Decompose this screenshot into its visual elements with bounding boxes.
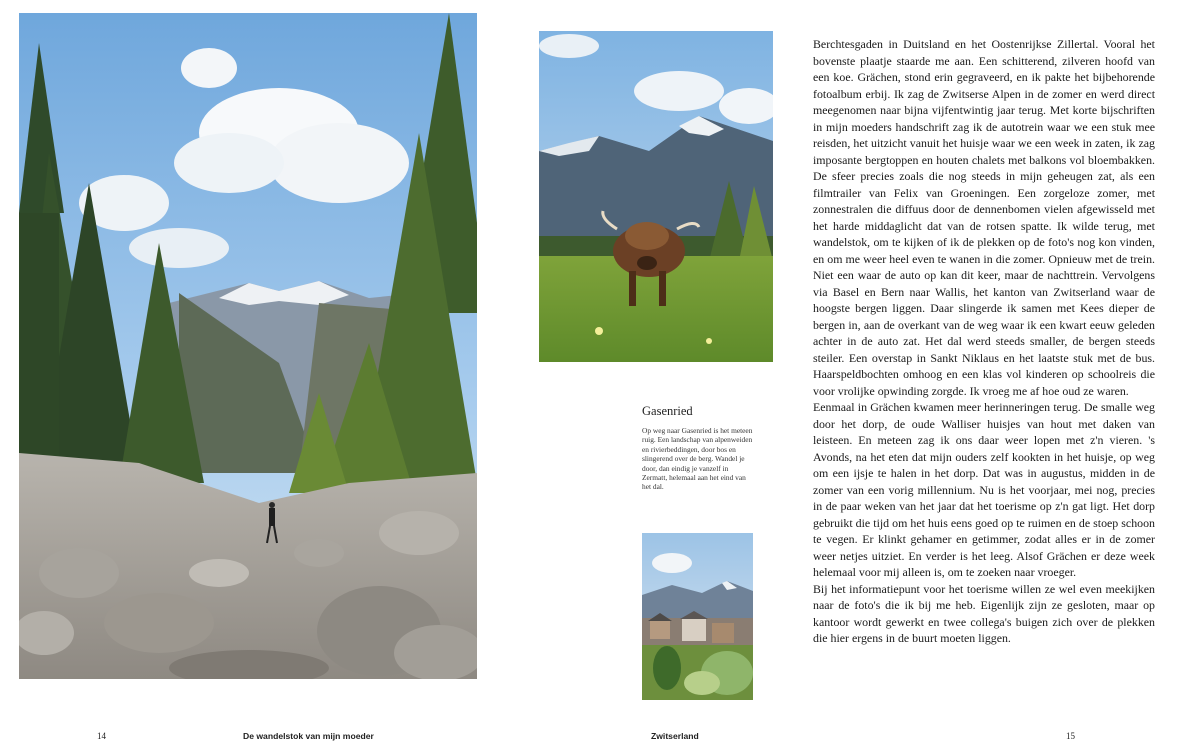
page-number-right: 15 [1066, 731, 1075, 741]
chapter-title: Zwitserland [651, 731, 699, 741]
caption-text: Op weg naar Gasenried is het meteen ruig. Een landschap van alpenweiden en rivierbeddingen, door bos en slingerend over de berg. Wandel je door, dan eindig je vanzelf in Zermatt, helemaal aan het eind van het dal. [642, 426, 753, 492]
page-number-left: 14 [97, 731, 106, 741]
paragraph: Eenmaal in Grächen kwamen meer herinneringen terug. De smalle weg door het dorp, de oude Walliser huisjes van hout met daken van leisteen. En meteen zag ik ons daar weer lopen met z'n vieren. 's Avonds, na het eten dat mijn ouders zelf kookten in het huisje, op weg om een ijsje te halen in het dorp. Dat was in augustus, midden in de zomer van een vorig millennium. Nu is het voorjaar, mei nog, precies in de paar weken van het jaar dat het toerisme op z'n gat ligt. Het dorp gebruikt die tijd om het huis eens goed op te ruimen en de stoep schoon te vegen. Er klinkt gehamer en getimmer, zodat alles er in de zomer weer netjes uitziet. En verder is het leeg. Alsof Grächen er deze week helemaal voor mij alleen is, om te zoeken naar vroeger. [813, 400, 1155, 579]
caption-title: Gasenried [642, 404, 693, 418]
highland-cow-photo [539, 31, 773, 362]
village-photo [642, 533, 753, 700]
body-text [813, 36, 1155, 647]
paragraph: Bij het informatiepunt voor het toerisme willen ze wel even meekijken naar de foto's die ik bij me heb. Eigenlijk zijn ze gesloten, maar op kantoor wordt gewerkt en twee collega's buigen zich over de plekken die hier ergens in de buurt moeten liggen. [813, 581, 1155, 645]
paragraph: Berchtesgaden in Duitsland en het Oostenrijkse Zillertal. Vooral het bovenste plaatje staarde me aan. Een schitterend, zilveren hoofd van een koe. Grächen, stond erin gegraveerd, en ik pakte het bijbehorende fotoalbum erbij. Ik zag de Zwitserse Alpen in de zomer en werd direct meegenomen naar bijna vijfentwintig jaar terug. Met korte bijschriften in mijn moeders handschrift zag ik de autotrein waar we een stuk mee reisden, het uitzicht vanuit het huisje waar we een week in zaten, ik zag imposante bergtoppen en houten chalets met balkons vol bloembakken. De sfeer precies zoals die nog steeds in mijn geheugen zat, als een filmtrailer van Felix van Groeningen. Een zorgeloze zomer, met zonnestralen die diffuus door de dennenbomen vielen afgewisseld met het harde middaglicht dat van de rotsen spatte. Ik wilde terug, met wandelstok, om te kijken of ik de plekken op de foto's nog kon vinden, en om me weer heel even te wanen in die zomer. Opnieuw met de trein. Niet een waar de auto op kan dit keer, maar de nachttrein. Vervolgens via Basel en Bern naar Wallis, het kanton van Zwitserland waar de hoogste bergen liggen. Daar slingerde ik samen met Kees dieper de bergen in, aan de overkant van de weg waar ik een kwart eeuw geleden achter in de auto zat. Het dal werd steeds smaller, de bergen steeds steiler. Een overstap in Sankt Niklaus en het laatste stuk met de bus. Haarspeldbochten omhoog en een klas vol kinderen op schoolreis die voor vrolijke opwinding zorgde. Ik vroeg me af hoe oud ze waren. [813, 37, 1155, 398]
mountain-valley-photo [19, 13, 477, 679]
book-title: De wandelstok van mijn moeder [243, 731, 374, 741]
